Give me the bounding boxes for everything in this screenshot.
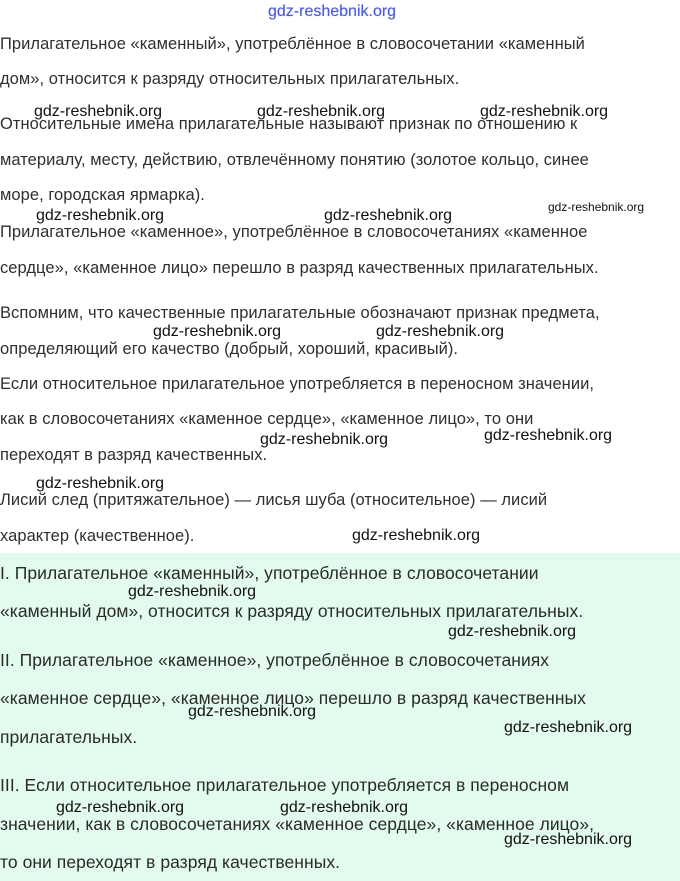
watermark: gdz-reshebnik.org (128, 583, 257, 600)
answer-item2-line-2: «каменное сердце», «каменное лицо» перешло в разряд качественных (0, 688, 586, 708)
answer-item1-line-1: I. Прилагательное «каменный», употреблённое в словосочетании (0, 563, 539, 583)
p1-line-1: Прилагательное «каменный», употреблённое в словосочетании «каменный (0, 35, 585, 53)
watermark: gdz-reshebnik.org (548, 200, 645, 214)
watermark: gdz-reshebnik.org (324, 207, 453, 224)
watermark: gdz-reshebnik.org (448, 623, 577, 640)
p4-line-1: Вспомним, что качественные прилагательные обозначают признак предмета, (0, 304, 600, 322)
answer-item3-line-3: то они переходят в разряд качественных. (0, 852, 341, 872)
p1-line-2: дом», относится к разряду относительных прилагательных. (0, 70, 460, 88)
watermark: gdz-reshebnik.org (504, 719, 633, 736)
watermark: gdz-reshebnik.org (352, 527, 481, 544)
answer-item2-line-1: II. Прилагательное «каменное», употреблённое в словосочетаниях (0, 650, 550, 670)
watermark: gdz-reshebnik.org (34, 103, 163, 120)
watermark-header: gdz-reshebnik.org (268, 3, 397, 20)
p5-line-3: переходят в разряд качественных. (0, 446, 268, 464)
p4-line-2: определяющий его качество (добрый, хороший, красивый). (0, 340, 459, 358)
watermark: gdz-reshebnik.org (36, 475, 165, 492)
watermark: gdz-reshebnik.org (504, 831, 633, 848)
p2-line-3: море, городская ярмарка). (0, 186, 205, 204)
p5-line-1: Если относительное прилагательное употребляется в переносном значении, (0, 375, 595, 393)
p2-line-1: Относительные имена прилагательные называют признак по отношению к (0, 115, 578, 133)
watermark: gdz-reshebnik.org (56, 799, 185, 816)
p3-line-1: Прилагательное «каменное», употреблённое в словосочетаниях «каменное (0, 223, 588, 241)
watermark: gdz-reshebnik.org (280, 799, 409, 816)
p6-line-2: характер (качественное). (0, 527, 195, 545)
watermark: gdz-reshebnik.org (36, 207, 165, 224)
watermark: gdz-reshebnik.org (480, 103, 609, 120)
watermark: gdz-reshebnik.org (153, 323, 282, 340)
answer-item1-line-2: «каменный дом», относится к разряду относительных прилагательных. (0, 601, 584, 621)
p2-line-2: материалу, месту, действию, отвлечённому понятию (золотое кольцо, синее (0, 151, 589, 169)
watermark: gdz-reshebnik.org (188, 703, 317, 720)
answer-item3-line-2: значении, как в словосочетаниях «каменное сердце», «каменное лицо», (0, 814, 595, 834)
answer-item3-line-1: III. Если относительное прилагательное употребляется в переносном (0, 775, 570, 795)
p6-line-1: Лисий след (притяжательное) — лисья шуба (относительное) — лисий (0, 491, 548, 509)
p3-line-2: сердце», «каменное лицо» перешло в разряд качественных прилагательных. (0, 259, 599, 277)
watermark: gdz-reshebnik.org (376, 323, 505, 340)
watermark: gdz-reshebnik.org (260, 431, 389, 448)
watermark: gdz-reshebnik.org (257, 103, 386, 120)
answer-item2-line-3: прилагательных. (0, 727, 138, 747)
p5-line-2: как в словосочетаниях «каменное сердце», «каменное лицо», то они (0, 410, 534, 428)
watermark: gdz-reshebnik.org (484, 427, 613, 444)
